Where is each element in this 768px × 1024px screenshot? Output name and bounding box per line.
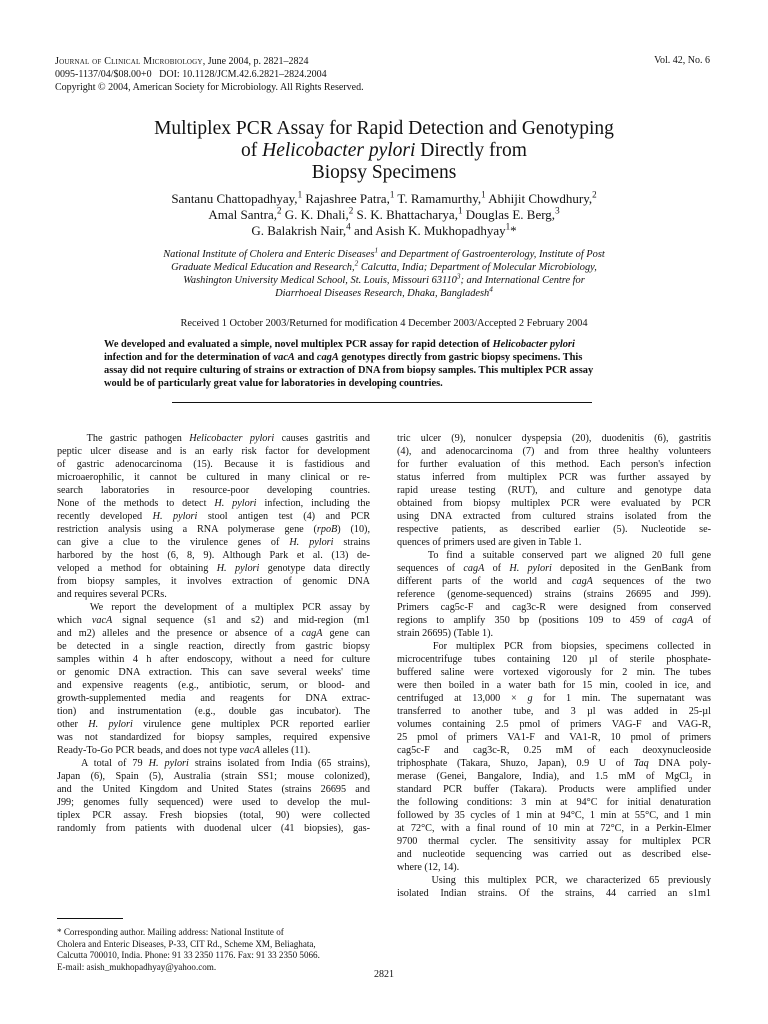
abstract: We developed and evaluated a simple, novel multiplex PCR assay for rapid detection of Helicobacter pylori infection and for the determination of vacA and cagA genotypes directly from gastric biopsy specimens. This assay did not require culturing of strains or extraction of DNA from biopsy samples. This multiplex PCR assay would be of particularly great value for laboratories in developing countries.: [104, 339, 594, 389]
body-column-right: tric ulcer (9), nonulcer dyspepsia (20), duodenitis (6), gastritis (4), and adenocarcinoma (7) and from three healthy volunteers for further evaluation of this method. Each person's infection status inferred from multiplex PCR was further assayed by rapid urease testing (RUT), and culture and genotype data obtained from biopsy multiplex PCR were evaluated by PCR using DNA extracted from cultured strains isolated from the respective patients, as described earlier (5). Nucleotide se- quences of primers used are given in Table 1. To find a suitable conserved part we aligned 20 full gene sequences of cagA of H. pylori deposited in the GenBank from different parts of the world and cagA sequences of the two reference (genome-sequenced) strains (strains 26695 and J99). Primers cag5c-F and cag3c-R were designed from conserved regions to amplify 350 bp (positions 109 to 459 of cagA of strain 26695) (Table 1). For multiplex PCR from biopsies, specimens collected in microcentrifuge tubes containing 120 µl of sterile phosphate- buffered saline were vortexed vigorously for 2 min. The tubes were then boiled in a water bath for 15 min, cooled in ice, and centrifuged at 13,000 × g for 1 min. The supernatant was transferred to another tube, and 3 µl was added in 25-µl volumes containing 2.5 pmol of primers VAG-F and VAG-R, 25 pmol of primers VA1-F and VA1-R, 10 pmol of primers cag5c-F and cag3c-R, 0.25 mM of each deoxynucleoside triphosphate (Takara, Shuzo, Japan), 0.9 U of Taq DNA poly- merase (Genei, Bangalore, India), and 1.5 mM of MgCl$_2$ in standard PCR buffer (Takara). Products were amplified under the following conditions: 3 min at 94°C for initial denaturation followed by 35 cycles of 1 min at 94°C, 1 min at 55°C, and 1 min at 72°C, with a final round of 10 min at 72°C, in a Perkin-Elmer 9700 thermal cycler. The sensitivity assay for multiplex PCR and nucleotide sequencing was carried out as described else- where (12, 14). Using this multiplex PCR, we characterized 65 previously isolated Indian strains. Of the strains, 44 carried an s1m1: [397, 433, 711, 899]
volume-info: Vol. 42, No. 6: [654, 55, 710, 66]
issue-info: June 2004, p. 2821–2824: [207, 56, 309, 67]
received-dates: Received 1 October 2003/Returned for modification 4 December 2003/Accepted 2 February 2004: [180, 318, 588, 329]
running-header: Journal of Clinical Microbiology, June 2004, p. 2821–2824 0095-1137/04/$08.00+0 DOI: 10.1128/JCM.42.6.2821–2824.2004 Copyright © 2004, American Society for Microbiology. All Rights Reserved.: [55, 56, 364, 93]
footnote-rule: [57, 918, 123, 919]
body-column-left: The gastric pathogen Helicobacter pylori causes gastritis and peptic ulcer disease and is an early risk factor for development of gastric adenocarcinoma (15). Because it is fastidious and microaerophilic, it cannot be cultured in many clinical or re- search laboratories in resource-poor developing countries. None of the methods to detect H. pylori infection, including the recently developed H. pylori stool antigen test (4) and PCR restriction analysis using a RNA polymerase gene (rpoB) (10), can give a clue to the virulence genes of H. pylori strains harbored by the host (6, 8, 9). Although Park et al. (13) de- veloped a method for obtaining H. pylori genotype data directly from biopsy samples, it involves extraction of genomic DNA and requires several PCRs. We report the development of a multiplex PCR assay by which vacA signal sequence (s1 and s2) and mid-region (m1 and m2) alleles and the presence or absence of a cagA gene can be detected in a single reaction, directly from gastric biopsy samples within 4 h after endoscopy, without a need for culture or genomic DNA extraction. This can save several weeks' time and expensive reagents (e.g., antibiotic, serum, or blood- and growth-supplemented media and reagents for DNA extrac- tion) and instrumentation (e.g., double gas incubator). The other H. pylori virulence gene multiplex PCR reported earlier was not standardized for biopsy samples, required expensive Ready-To-Go PCR beads, and does not type vacA alleles (11). A total of 79 H. pylori strains isolated from India (65 strains), Japan (6), Spain (5), Australia (strain SS1; mouse colonized), and the United Kingdom and United States (strains 26695 and J99; genomes fully sequenced) were used to develop the mul- tiplex PCR assay. Fresh biopsies (total, 90) were collected randomly from patients with duodenal ulcer (41 biopsies), gas-: [57, 433, 370, 834]
section-divider: [172, 402, 592, 403]
affiliations: National Institute of Cholera and Enteric Diseases$^1$ and Department of Gastroenterology, Institute of Post Graduate Medical Education and Research,$^2$ Calcutta, India; Department of Molecular Microbiology, Washington University Medical School, St. Louis, Missouri 63110$^3$; and International Centre for Diarrhoeal Diseases Research, Dhaka, Bangladesh$^4$: [163, 246, 605, 299]
footnote: * Corresponding author. Mailing address: National Institute of Cholera and Enteric Diseases, P-33, CIT Rd., Scheme XM, Beliaghata, Calcutta 700010, India. Phone: 91 33 2350 1176. Fax: 91 33 2350 5066. E-mail: asish_mukhopadhyay@yahoo.com.: [57, 927, 320, 972]
author-list: Santanu Chattopadhyay,$^1$ Rajashree Patra,$^1$ T. Ramamurthy,$^1$ Abhijit Chowdhury,$^2$ Amal Santra,$^2$ G. K. Dhali,$^2$ S. K. Bhattacharya,$^1$ Douglas E. Berg,$^3$ G. Balakrish Nair,$^4$ and Asish K. Mukhopadhyay$^1$*: [171, 189, 597, 238]
issn-code: 0095-1137/04/$08.00+0: [55, 69, 152, 80]
page-number: 2821: [374, 969, 394, 980]
title-line-2: of Helicobacter pylori Directly from: [241, 140, 527, 161]
title-line-3: Biopsy Specimens: [311, 162, 457, 183]
copyright: Copyright © 2004, American Society for Microbiology. All Rights Reserved.: [55, 82, 364, 93]
article-title: [60, 118, 708, 184]
title-line-1: Multiplex PCR Assay for Rapid Detection and Genotyping: [154, 118, 614, 139]
journal-name: Journal of Clinical Microbiology: [55, 56, 203, 67]
doi: DOI: 10.1128/JCM.42.6.2821–2824.2004: [159, 69, 327, 80]
